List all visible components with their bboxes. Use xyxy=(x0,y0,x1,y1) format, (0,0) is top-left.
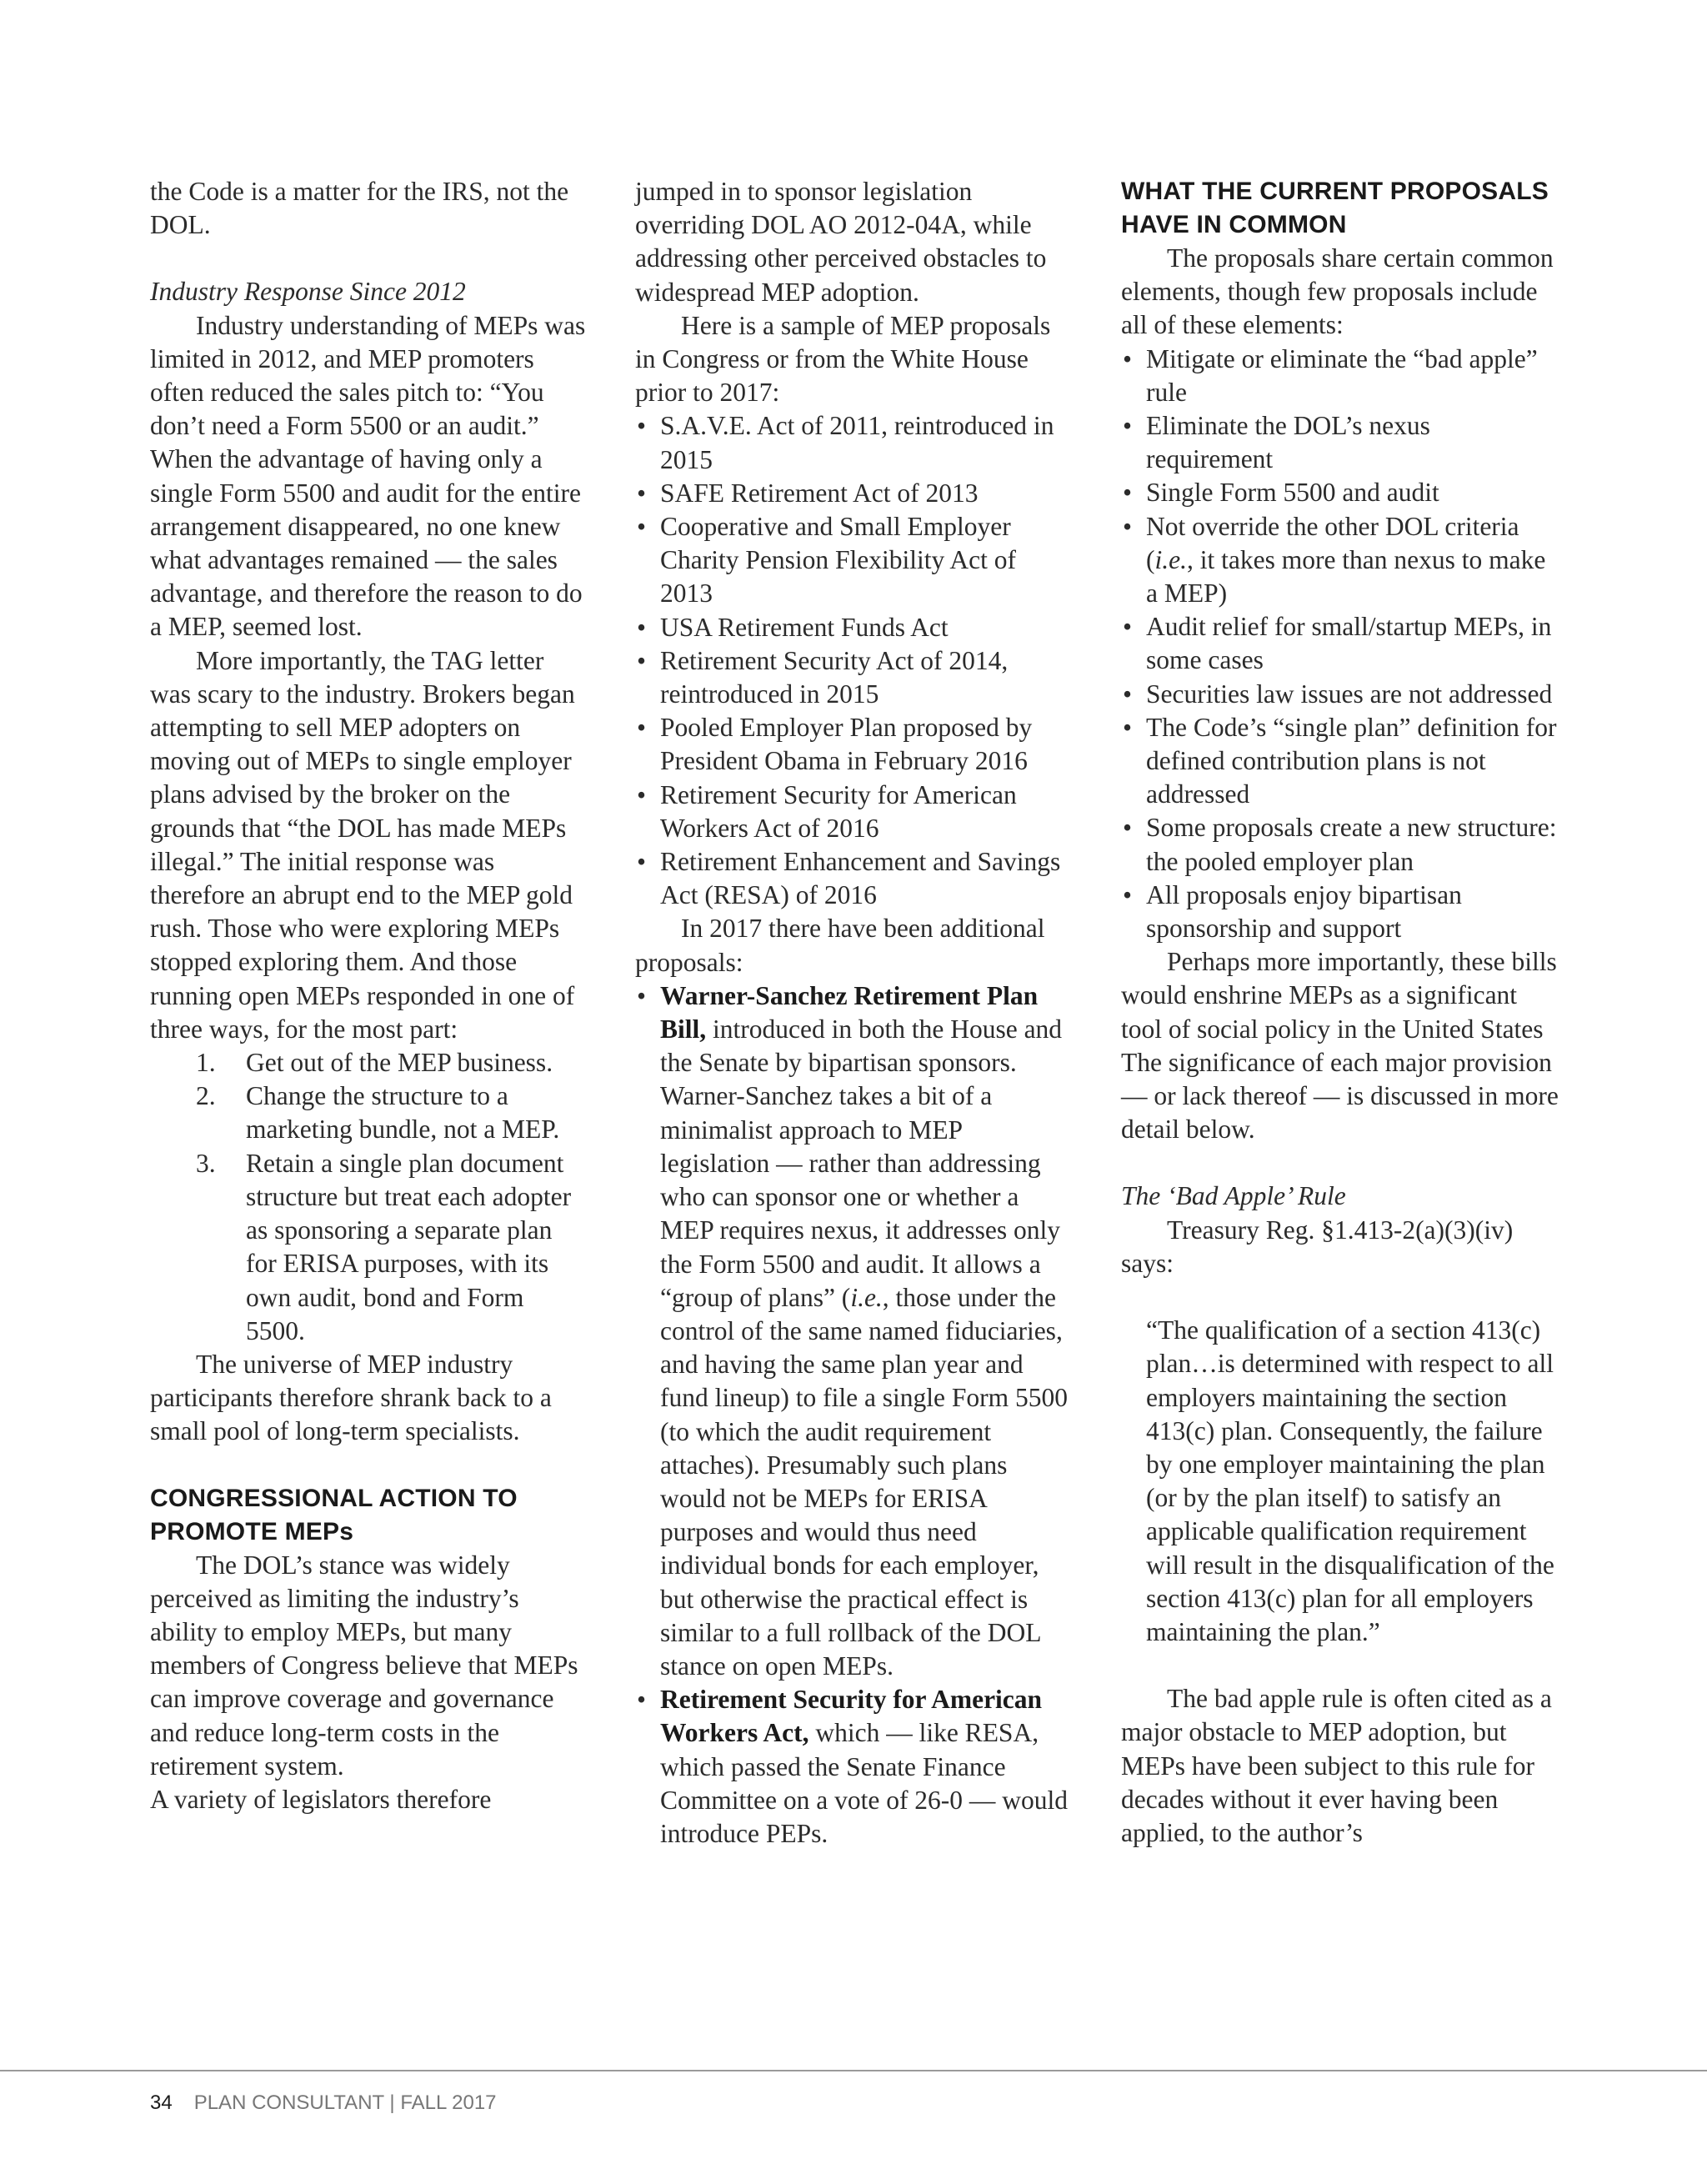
column-3 xyxy=(1121,175,1563,1850)
paragraph-dol-stance: The DOL’s stance was widely perceived as limiting the industry’s ability to employ MEPs, but many members of Congress believe that MEPs can improve coverage and governance and reduce long-term costs in the retirement system. xyxy=(150,1550,578,1781)
bill-description: introduced in both the House and the Senate by bipartisan sponsors. Warner-Sanchez takes a bit of a minimalist approach to MEP legislation — rather than addressing who can sponsor one or whether a MEP requires nexus, it addresses only the Form 5500 and audit. It allows a “group of plans” ( xyxy=(660,1014,1063,1312)
list-item xyxy=(150,1147,588,1348)
list-text: Not override the other DOL criteria ( xyxy=(1146,511,1519,574)
common-elements-list xyxy=(1121,343,1563,946)
list-number: 2. xyxy=(196,1081,216,1111)
paragraph-universe: The universe of MEP industry participants therefore shrank back to a small pool of long-term specialists. xyxy=(150,1349,552,1446)
list-item xyxy=(1121,510,1563,611)
list-text: Retain a single plan document structure but treat each adopter as sponsoring a separate plan for ERISA purposes, with its own audit, bond and Form 5500. xyxy=(246,1148,572,1345)
abbreviation: i.e. xyxy=(850,1282,883,1312)
list-text: Get out of the MEP business. xyxy=(246,1048,553,1078)
paragraph-bad-apple: The bad apple rule is often cited as a major obstacle to MEP adoption, but MEPs have been subject to this rule for decades without it ever having been applied, to the author’s xyxy=(1121,1684,1552,1847)
proposals-list xyxy=(635,409,1073,912)
paragraph-code: the Code is a matter for the IRS, not the DOL. xyxy=(150,177,569,240)
bill-name: Warner-Sanchez Retirement Plan Bill, xyxy=(660,980,1039,1044)
list-item xyxy=(150,1046,588,1079)
paragraph-share: The proposals share certain common elements, though few proposals include all of these elements: xyxy=(1121,243,1554,340)
list-number: 1. xyxy=(196,1048,216,1078)
list-item: • Securities law issues are not addressed xyxy=(1121,678,1563,711)
list-item: • Pooled Employer Plan proposed by President Obama in February 2016 xyxy=(635,711,1073,778)
list-item: • Eliminate the DOL’s nexus requirement xyxy=(1121,409,1563,476)
list-item: • Audit relief for small/startup MEPs, in some cases xyxy=(1121,610,1563,677)
list-item: • Retirement Security Act of 2014, reintroduced in 2015 xyxy=(635,644,1073,711)
paragraph-tag-letter: More importantly, the TAG letter was scary to the industry. Brokers began attempting to sell MEP adopters on moving out of MEPs to single employer plans advised by the broker on the grounds that “the DOL has made MEPs illegal.” The initial response was therefore an abrupt end to the MEP gold rush. Those who were exploring MEPs stopped exploring them. And those running open MEPs responded in one of three ways, for the most part: xyxy=(150,645,575,1044)
abbreviation: i.e. xyxy=(1154,544,1187,574)
paragraph-industry: Industry understanding of MEPs was limited in 2012, and MEP promoters often reduced the sales pitch to: “You don’t need a Form 5500 or an audit.” When the advantage of having only a single Form 5500 and audit for the entire arrangement disappeared, no one knew what advantages remained — the sales advantage, and therefore the reason to do a MEP, seemed lost. xyxy=(150,310,586,642)
column-2 xyxy=(635,175,1073,1851)
paragraph-treasury-reg: Treasury Reg. §1.413-2(a)(3)(iv) says: xyxy=(1121,1215,1514,1278)
list-item: • Some proposals create a new structure: the pooled employer plan xyxy=(1121,811,1563,878)
heading-common-elements: WHAT THE CURRENT PROPOSALS HAVE IN COMMON xyxy=(1121,178,1549,238)
subheading-bad-apple-rule: The ‘Bad Apple’ Rule xyxy=(1121,1181,1346,1211)
bill-name: Retirement Security for American Workers Act, xyxy=(660,1685,1043,1748)
column-1 xyxy=(150,175,588,1816)
paragraph-variety: A variety of legislators therefore xyxy=(150,1784,492,1814)
list-item: • USA Retirement Funds Act xyxy=(635,611,1073,644)
paragraph-sample: Here is a sample of MEP proposals in Congress or from the White House prior to 2017: xyxy=(635,310,1051,408)
paragraph-2017-proposals: In 2017 there have been additional proposals: xyxy=(635,914,1045,977)
paragraph-jumped-in: jumped in to sponsor legislation overriding DOL AO 2012-04A, while addressing other perceived obstacles to widespread MEP adoption. xyxy=(635,177,1047,307)
heading-congressional-action: CONGRESSIONAL ACTION TO PROMOTE MEPs xyxy=(150,1484,518,1545)
publication-name: PLAN CONSULTANT | FALL 2017 xyxy=(193,2091,497,2114)
list-item: • Retirement Security for American Workers Act of 2016 xyxy=(635,779,1073,845)
response-list xyxy=(150,1046,588,1348)
list-item: • SAFE Retirement Act of 2013 xyxy=(635,477,1073,510)
list-item: • The Code’s “single plan” definition for defined contribution plans is not addressed xyxy=(1121,711,1563,812)
list-text: Change the structure to a marketing bundle, not a MEP. xyxy=(246,1081,560,1145)
regulation-quote: “The qualification of a section 413(c) plan…is determined with respect to all employers maintaining the section 413(c) plan. Consequently, the failure by one employer maintaining the plan (or by the plan itself) to satisfy an applicable qualification requirement will result in the disqualification of the section 413(c) plan for all employers maintaining the plan.” xyxy=(1146,1315,1554,1646)
page-number: 34 xyxy=(150,2091,173,2114)
list-item: • Cooperative and Small Employer Charity Pension Flexibility Act of 2013 xyxy=(635,510,1073,611)
bill-description-continued: , those under the control of the same named fiduciaries, and having the same plan year and fund lineup) to file a single Form 5500 (to which the audit requirement attaches). Presumably such plans would not be MEPs for ERISA purposes and would thus need individual bonds for each employer, but otherwise the practical effect is similar to a full rollback of the DOL stance on open MEPs. xyxy=(660,1282,1069,1681)
list-number: 3. xyxy=(196,1148,216,1178)
list-item: • All proposals enjoy bipartisan sponsorship and support xyxy=(1121,879,1563,945)
paragraph-perhaps: Perhaps more importantly, these bills would enshrine MEPs as a significant tool of social policy in the United States The significance of each major provision — or lack thereof — is discussed in more detail below. xyxy=(1121,947,1559,1145)
list-item xyxy=(150,1079,588,1146)
list-item: • Single Form 5500 and audit xyxy=(1121,476,1563,509)
list-item-warner-sanchez xyxy=(635,979,1073,1683)
list-item: • S.A.V.E. Act of 2011, reintroduced in 2015 xyxy=(635,409,1073,476)
footer-divider xyxy=(0,2070,1707,2071)
subheading-industry-response: Industry Response Since 2012 xyxy=(150,277,466,307)
list-text-continued: , it takes more than nexus to make a MEP) xyxy=(1146,544,1546,609)
list-item-rsawa xyxy=(635,1683,1073,1851)
proposals-2017-list xyxy=(635,979,1073,1851)
page-footer xyxy=(150,2091,497,2116)
list-item: • Mitigate or eliminate the “bad apple” rule xyxy=(1121,343,1563,409)
list-item: • Retirement Enhancement and Savings Act (RESA) of 2016 xyxy=(635,845,1073,912)
bill-description: which — like RESA, which passed the Senate Finance Committee on a vote of 26-0 — would introduce PEPs. xyxy=(660,1718,1069,1848)
